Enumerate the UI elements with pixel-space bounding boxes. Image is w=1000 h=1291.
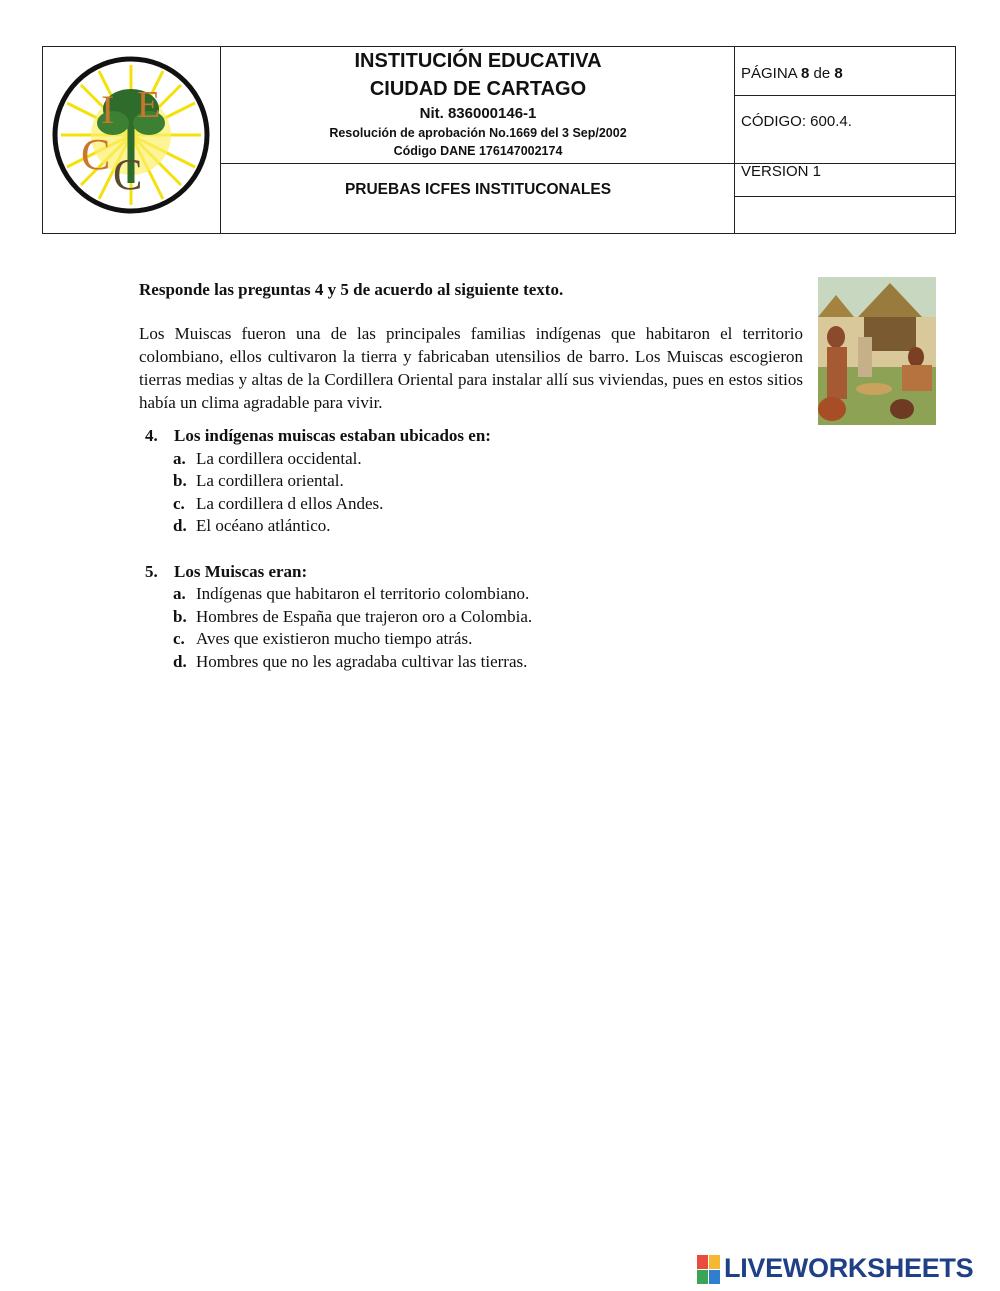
option-text: La cordillera oriental. — [196, 471, 344, 490]
page-indicator — [741, 65, 843, 82]
liveworksheets-brand[interactable]: LIVEWORKSHEETS — [724, 1253, 974, 1283]
muisca-illustration — [818, 277, 936, 425]
header-divider — [734, 196, 956, 197]
nit-number: Nit. 836000146-1 — [419, 105, 537, 122]
option-text: La cordillera occidental. — [196, 449, 362, 468]
option-letter: a. — [173, 449, 186, 468]
document-header — [42, 46, 956, 234]
page-label: PÁGINA — [741, 65, 797, 82]
question-number: 4. — [145, 426, 158, 445]
logo-letter-i: I — [101, 87, 115, 132]
instruction-text: Responde las preguntas 4 y 5 de acuerdo al siguiente texto. — [139, 280, 564, 299]
answer-option[interactable] — [173, 607, 532, 627]
answer-option[interactable] — [173, 516, 331, 536]
option-letter: d. — [173, 652, 187, 671]
reading-paragraph: Los Muiscas fueron una de las principales familias indígenas que habitaron el territorio colombiano, ellos cultivaron la tierra y fabricaban utensilios de barro. Los Muiscas escogieron tierras medias y altas de la Cordillera Oriental para instalar allí sus viviendas, pues en estos sitios había un clima agradable para vivir. — [139, 324, 803, 412]
page-of: de — [813, 65, 831, 82]
document-version: VERSION 1 — [741, 163, 822, 180]
option-text: La cordillera d ellos Andes. — [196, 494, 384, 513]
option-text: Indígenas que habitaron el territorio colombiano. — [196, 584, 530, 603]
option-text: Hombres que no les agradaba cultivar las tierras. — [196, 652, 528, 671]
page-current: 8 — [801, 65, 810, 82]
institution-block — [221, 47, 735, 163]
logo-letter-c: C — [81, 130, 111, 179]
option-letter: c. — [173, 494, 185, 513]
answer-option[interactable] — [173, 629, 472, 649]
question-title — [145, 562, 307, 582]
option-text: El océano atlántico. — [196, 516, 331, 535]
option-letter: b. — [173, 607, 187, 626]
resolution-text: Resolución de aprobación No.1669 del 3 Sep/2002 — [329, 126, 627, 140]
question-number: 5. — [145, 562, 158, 581]
option-letter: d. — [173, 516, 187, 535]
logo-letter-e: E — [137, 84, 161, 126]
answer-option[interactable] — [173, 449, 362, 469]
logo-letter-c: C — [113, 150, 143, 199]
option-letter: c. — [173, 629, 185, 648]
answer-option[interactable] — [173, 471, 344, 491]
question-text: Los indígenas muiscas estaban ubicados en: — [174, 426, 491, 445]
header-divider — [734, 95, 956, 96]
answer-option[interactable] — [173, 584, 529, 604]
exam-title: PRUEBAS ICFES INSTITUCONALES — [344, 181, 612, 198]
institution-name: INSTITUCIÓN EDUCATIVA — [354, 50, 602, 72]
header-divider — [220, 163, 956, 164]
page-total: 8 — [834, 65, 843, 82]
option-text: Hombres de España que trajeron oro a Colombia. — [196, 607, 533, 626]
document-code: CÓDIGO: 600.4. — [741, 113, 852, 130]
answer-option[interactable] — [173, 652, 527, 672]
question-text: Los Muiscas eran: — [174, 562, 308, 581]
option-text: Aves que existieron mucho tiempo atrás. — [196, 629, 473, 648]
option-letter: a. — [173, 584, 186, 603]
institution-logo — [49, 53, 213, 217]
question-title — [145, 426, 491, 446]
dane-code: Código DANE 176147002174 — [393, 144, 563, 158]
option-letter: b. — [173, 471, 187, 490]
answer-option[interactable] — [173, 494, 383, 514]
institution-city: CIUDAD DE CARTAGO — [369, 78, 587, 100]
liveworksheets-logo-icon — [697, 1255, 721, 1285]
